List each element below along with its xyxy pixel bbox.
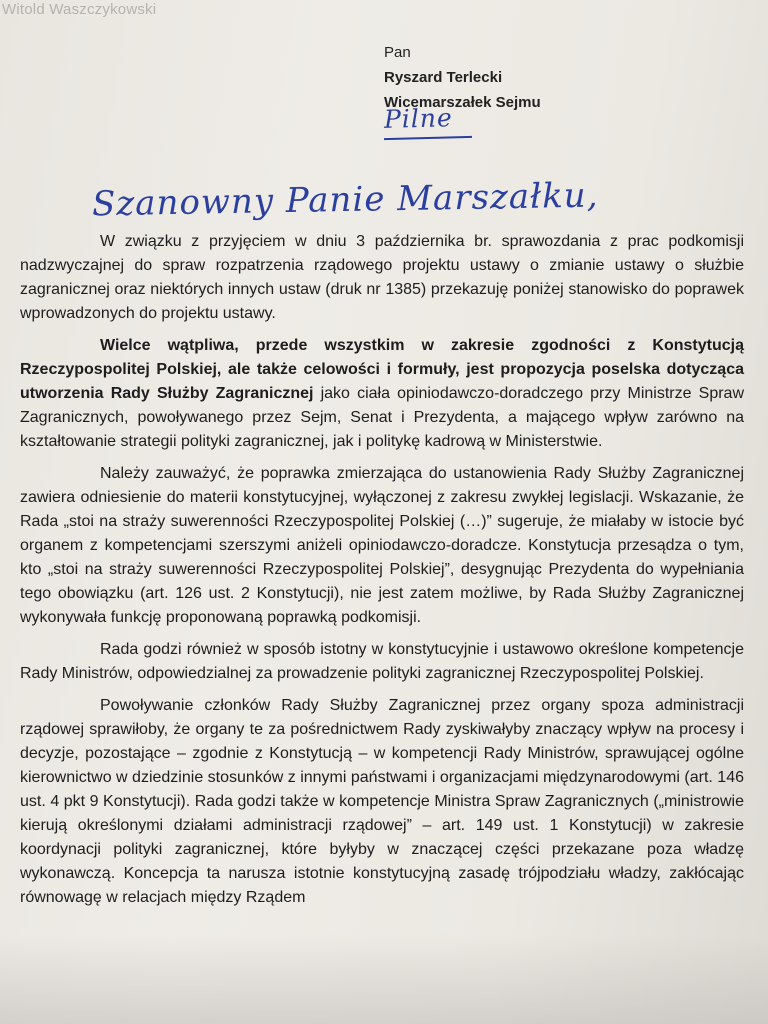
paragraph-2-bold: Wielce wątpliwa, przede wszystkim w zakresie zgodności z Konstytucją Rzeczypospolitej Polskiej, ale także celowości i formuły, jest propozycja poselska dotycząca utworzenia Rady Służby Zagranicznej [20, 337, 744, 402]
paragraph-5: Powoływanie członków Rady Służby Zagranicznej przez organy spoza administracji rządowej sprawiłoby, że organy te za pośrednictwem Rady zyskiwałyby znaczący wpływ na procesy i decyzje, pozostające – zgodnie z Konstytucją – w kompetencji Rady Ministrów, sprawującej ogólne kierownictwo w dziedzinie stosunków z innymi państwami i organizacjami międzynarodowymi (art. 146 ust. 4 pkt 9 Konstytucji). Rada godzi także w kompetencje Ministra Spraw Zagranicznych („ministrowie kierują określonymi działami administracji rządowej” – art. 149 ust. 1 Konstytucji) w zakresie koordynacji polityki zagranicznej, które byłyby w znaczącej części przekazane poza władzę wykonawczą. Koncepcja ta narusza istotnie konstytucyjną zasadę trójpodziału władzy, zakłócając równowagę w relacjach między Rządem [20, 697, 744, 906]
paragraph-2-rest: jako ciała opiniodawczo-doradczego przy Ministrze Spraw Zagranicznych, powoływanego przez Sejm, Senat i Prezydenta, a mającego wpływ zarówno na kształtowanie strategii polityki zagranicznej, jak i politykę kadrową w Ministerstwie. [20, 385, 744, 450]
handwritten-salutation: Szanowny Panie Marszałku, [91, 175, 599, 225]
recipient-name: Ryszard Terlecki [384, 69, 503, 86]
paragraph-1: W związku z przyjęciem w dniu 3 października br. sprawozdania z prac podkomisji nadzwyczajnej do spraw rozpatrzenia rządowego projektu ustawy o zmianie ustawy o służbie zagranicznej oraz niektórych innych ustaw (druk nr 1385) przekazuję poniżej stanowisko do poprawek wprowadzonych do projektu ustawy. [20, 233, 744, 322]
recipient-title: Pan [384, 44, 411, 61]
letter-body [0, 230, 768, 918]
urgent-underline [384, 136, 472, 140]
letterhead-author: Witold Waszczykowski [2, 1, 157, 18]
recipient-position: Wicemarszałek Sejmu [384, 94, 541, 111]
page-shadow [0, 934, 768, 1024]
paragraph-4: Rada godzi również w sposób istotny w konstytucyjnie i ustawowo określone kompetencje Rady Ministrów, odpowiedzialnej za prowadzenie polityki zagranicznej Rzeczypospolitej Polskiej. [20, 641, 744, 682]
paragraph-2 [0, 334, 768, 454]
handwritten-urgent-note: Pilne [383, 103, 454, 134]
paragraph-3: Należy zauważyć, że poprawka zmierzająca do ustanowienia Rady Służby Zagranicznej zawiera odniesienie do materii konstytucyjnej, wyłączonej z zakresu zwykłej legislacji. Wskazanie, że Rada „stoi na straży suwerenności Rzeczypospolitej Polskiej (…)” sugeruje, że miałaby w istocie być organem z kompetencjami szerszymi aniżeli opiniodawczo-doradcze. Konstytucja przesądza o tym, kto „stoi na straży suwerenności Rzeczypospolitej Polskiej”, desygnując Prezydenta do wypełniania tego obowiązku (art. 126 ust. 2 Konstytucji), nie jest zatem możliwe, by Rada Służby Zagranicznej wykonywała funkcję proponowaną poprawką podkomisji. [20, 465, 744, 626]
